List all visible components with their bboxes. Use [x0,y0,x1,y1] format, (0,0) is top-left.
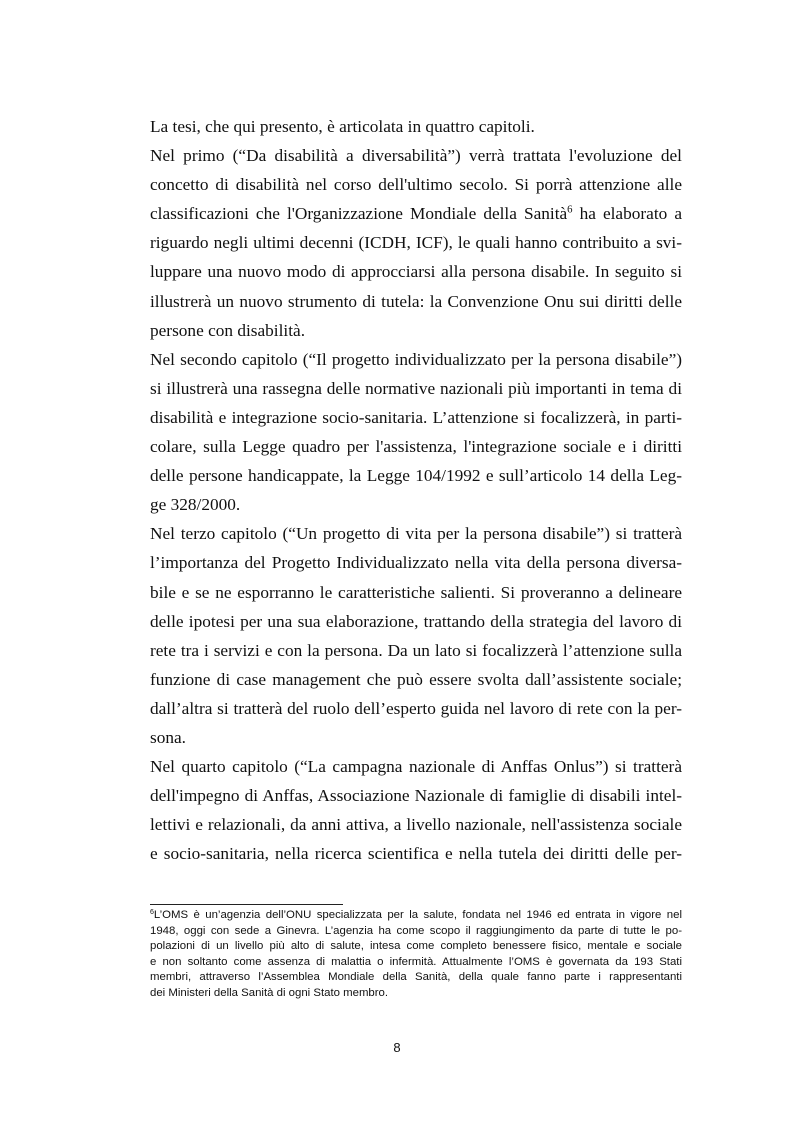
paragraph-line: luppare una nuovo modo di approcciarsi alla persona disabile. In seguito si [150,262,682,282]
footnote-line: membri, attraverso l’Assemblea Mondiale della Sanità, della quale fanno parte i rappresentanti [150,971,682,984]
footnote-number: 6 [150,908,154,916]
page-number: 8 [393,1040,401,1055]
line-text: L’OMS è un’agenzia dell’ONU specializzata per la salute, fondata nel 1946 ed entrata in vigore nel [153,909,682,921]
paragraph-line: lettivi e relazionali, da anni attiva, a livello nazionale, nell'assistenza sociale [150,815,682,835]
paragraph-line: delle persone handicappate, la Legge 104/1992 e sull’articolo 14 della Leg- [150,466,682,486]
paragraph-line: Nel secondo capitolo (“Il progetto individualizzato per la persona disabile”) [150,349,682,369]
paragraph-line-with-footnote-ref [150,199,682,228]
footnote-line [150,908,682,924]
paragraph-line: dall’altra si tratterà del ruolo dell’esperto guida nel lavoro di rete con la per- [150,698,682,718]
paragraph-line: Nel primo (“Da disabilità a diversabilità”) verrà trattata l'evoluzione del [150,146,682,166]
footnote-line: 1948, oggi con sede a Ginevra. L’agenzia ha come scopo il raggiungimento da parte di tutte le po- [150,924,682,937]
paragraph-line: persone con disabilità. [150,320,306,340]
paragraph-line: concetto di disabilità nel corso dell'ultimo secolo. Si porrà attenzione alle [150,175,682,195]
paragraph-line: riguardo negli ultimi decenni (ICDH, ICF), le quali hanno contribuito a svi- [150,233,682,253]
footnote-line: e non soltanto come assenza di malattia o infermità. Attualmente l’OMS è governata da 193 Stati [150,955,682,968]
footnote-line: dei Ministeri della Sanità di ogni Stato membro. [150,986,389,999]
footnote-separator [150,904,343,905]
paragraph-line: colare, sulla Legge quadro per l'assistenza, l'integrazione sociale e i diritti [150,437,682,457]
paragraph-line: La tesi, che qui presento, è articolata in quattro capitoli. [150,117,535,136]
body-text [150,112,682,868]
paragraph-line: si illustrerà una rassegna delle normative nazionali più importanti in tema di [150,378,682,398]
paragraph-line: dell'impegno di Anffas, Associazione Nazionale di famiglie di disabili intel- [150,786,682,806]
paragraph-line: sona. [150,727,186,747]
paragraph-line: disabilità e integrazione socio-sanitaria. L’attenzione si focalizzerà, in parti- [150,407,682,427]
paragraph-line: Nel quarto capitolo (“La campagna nazionale di Anffas Onlus”) si tratterà [150,757,682,777]
footnote-line: polazioni di un livello più alto di salute, intesa come completo benessere fisico, mentale e sociale [150,940,682,953]
footnote [150,908,682,1002]
paragraph-line: rete tra i servizi e con la persona. Da un lato si focalizzerà l’attenzione sulla [150,640,682,660]
paragraph-line: e socio-sanitaria, nella ricerca scientifica e nella tutela dei diritti delle per- [150,844,682,864]
line-text: ha elaborato a [579,204,682,224]
paragraph-line: bile e se ne esporranno le caratteristiche salienti. Si proveranno a delineare [150,582,682,602]
line-text: classificazioni che l'Organizzazione Mondiale della Sanità [150,204,568,224]
footnote-reference[interactable]: 6 [567,203,573,216]
paragraph-line: illustrerà un nuovo strumento di tutela: la Convenzione Onu sui diritti delle [150,291,682,311]
paragraph-line: ge 328/2000. [150,495,241,515]
paragraph-line: l’importanza del Progetto Individualizzato nella vita della persona diversa- [150,553,682,573]
paragraph-line: delle ipotesi per una sua elaborazione, trattando della strategia del lavoro di [150,611,682,631]
paragraph-line: Nel terzo capitolo (“Un progetto di vita per la persona disabile”) si tratterà [150,524,682,544]
paragraph-line: funzione di case management che può essere svolta dall’assistente sociale; [150,669,682,689]
